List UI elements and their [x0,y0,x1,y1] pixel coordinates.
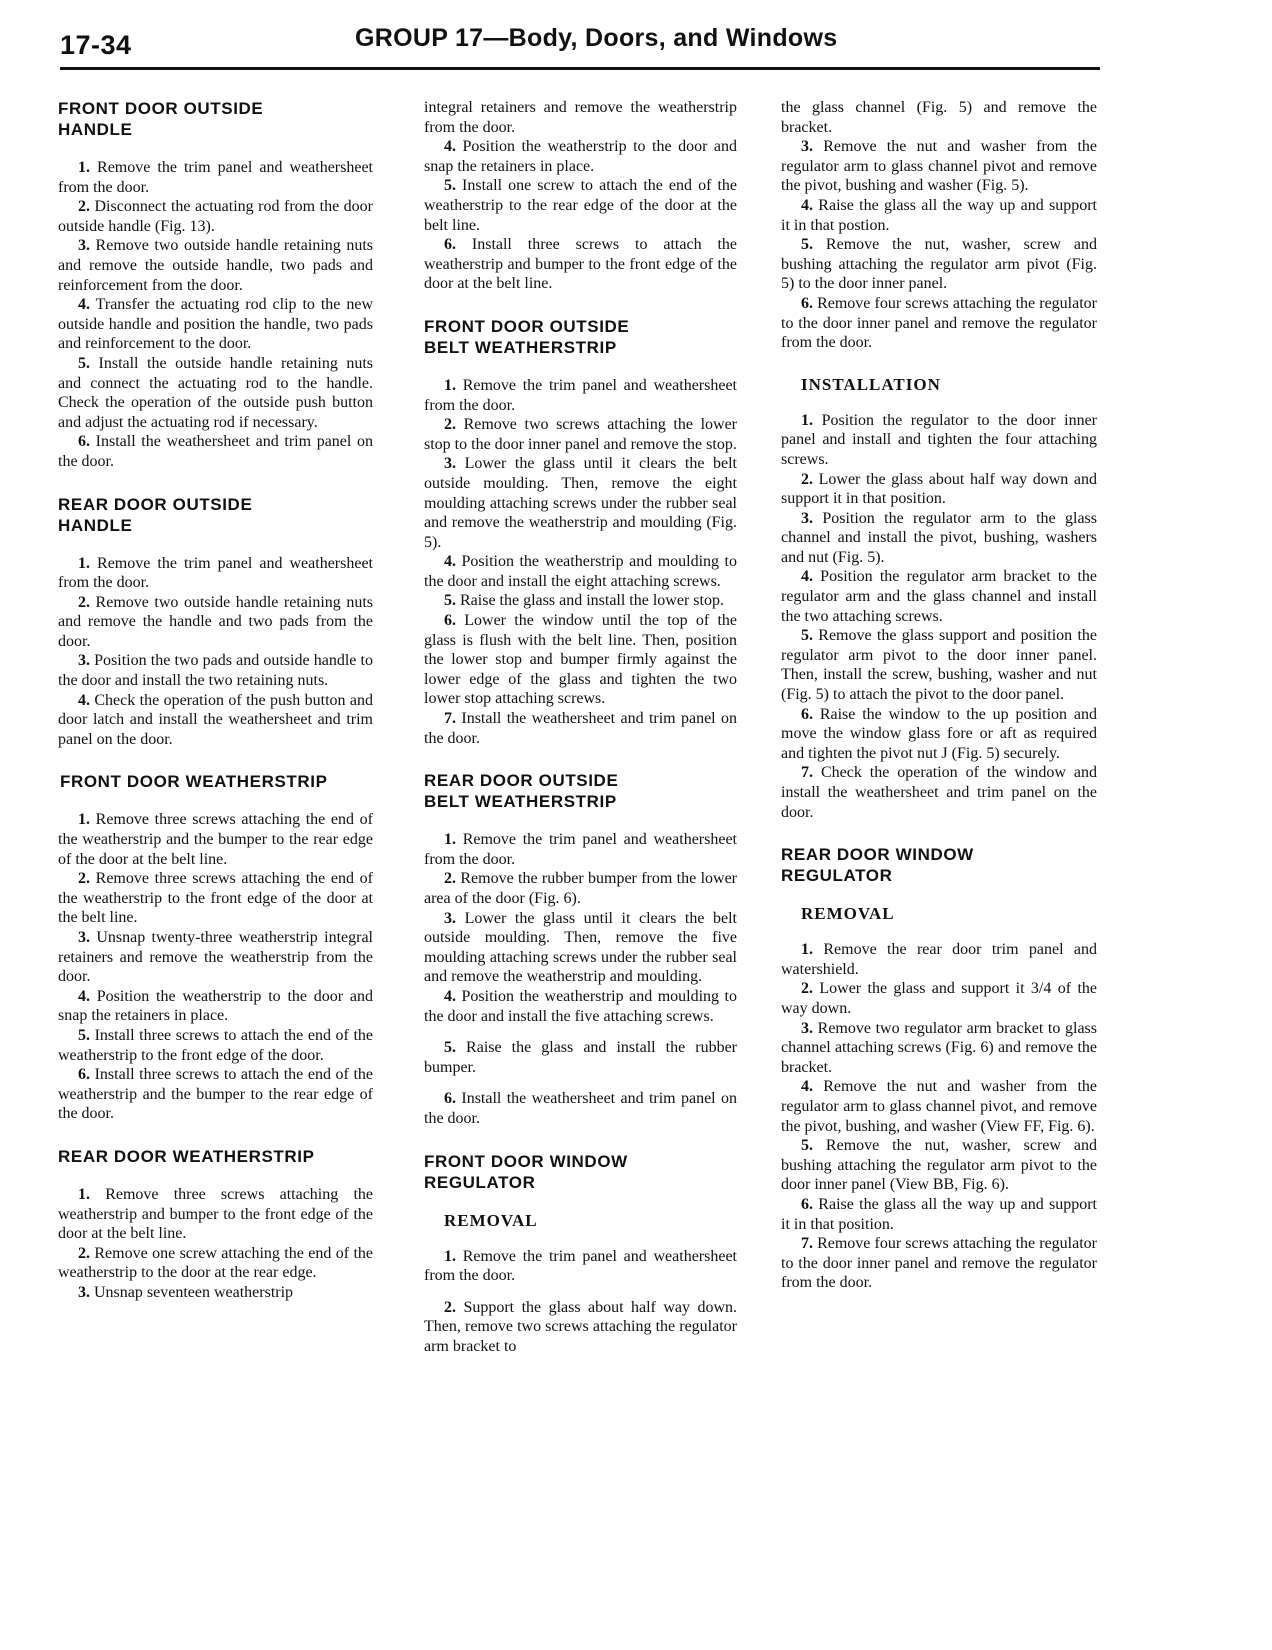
step-list [781,411,1097,822]
step-number: 6. [801,705,813,723]
step [424,376,737,415]
step [781,509,1097,568]
step [424,1298,737,1357]
step-text: Check the operation of the push button and door latch and install the weathersheet and trim panel on the door. [58,691,373,748]
step-number: 4. [801,196,813,214]
step-text: Install the weathersheet and trim panel on the door. [58,433,373,470]
step-text: Install the weathersheet and trim panel on the door. [424,710,737,747]
step [58,928,373,987]
step-number: 2. [444,870,456,888]
step-text: Remove the nut, washer, screw and bushing attaching the regulator arm pivot (Fig. 5) to the door inner panel. [781,236,1097,293]
step-text: Remove two outside handle retaining nuts and remove the handle and two pads from the door. [58,593,373,650]
step-number: 4. [78,691,90,709]
step [781,705,1097,764]
step-number: 3. [444,909,456,927]
step-text: Remove the trim panel and weathersheet from the door. [424,831,737,868]
step [58,651,373,690]
step-text: Remove the glass support and position the regulator arm pivot to the door inner panel. Then, install the screw, bushing, washer and nut (Fig. 5) to attach the pivot to the door panel. [781,627,1097,704]
heading-line: HANDLE [58,515,133,535]
step-number: 5. [444,177,456,195]
step-text: Position the weatherstrip and moulding to the door and install the eight attaching screws. [424,553,737,590]
step-number: 7. [444,710,456,728]
step [781,1234,1097,1293]
step [58,1026,373,1065]
step-text: Remove the rear door trim panel and watershield. [781,941,1097,978]
step-number: 1. [444,1247,456,1265]
step-number: 3. [801,509,813,527]
step-number: 5. [444,592,456,610]
step [58,869,373,928]
step-number: 3. [78,237,90,255]
step-number: 4. [444,553,456,571]
heading-line: BELT WEATHERSTRIP [424,792,617,812]
step-text: Remove four screws attaching the regulator to the door inner panel and remove the regulator from the door. [781,1235,1097,1292]
heading-line: HANDLE [58,120,133,139]
step-number: 4. [444,138,456,156]
step [424,176,737,235]
heading-line: FRONT DOOR OUTSIDE [58,99,264,118]
step [781,940,1097,979]
step-text: Remove the nut and washer from the regulator arm to glass channel pivot and remove the pivot, bushing and washer (Fig. 5). [781,138,1097,195]
paragraph: integral retainers and remove the weatherstrip from the door. [424,99,737,136]
step [58,1244,373,1283]
subheading-removal: REMOVAL [444,1210,538,1230]
step-number: 1. [444,376,456,394]
step-number: 3. [78,929,90,946]
step-number: 2. [78,870,90,888]
heading-line: BELT WEATHERSTRIP [424,337,617,357]
step [58,197,373,236]
heading-line: REGULATOR [781,866,893,886]
step-number: 6. [801,294,813,312]
step-number: 6. [78,1066,90,1084]
column-left [58,98,373,1303]
step-list [58,158,373,472]
step-number: 2. [78,198,90,216]
step-list [781,137,1097,353]
step-list [424,137,737,294]
step-text: Unsnap seventeen weatherstrip [90,1283,294,1301]
heading-line: FRONT DOOR WINDOW [424,1151,628,1171]
section-heading [58,98,373,140]
step [58,1065,373,1124]
step-number: 3. [444,455,456,473]
step [781,294,1097,353]
step-text: Remove two regulator arm bracket to glass channel attaching screws (Fig. 6) and remove the bracket. [781,1019,1097,1076]
step [424,235,737,294]
step-text: Raise the glass and install the rubber bumper. [424,1039,737,1076]
step [781,626,1097,704]
step-number: 5. [78,354,90,372]
step [424,1089,737,1128]
step [781,1136,1097,1195]
step [424,909,737,987]
step-text: Remove the trim panel and weathersheet from the door. [424,376,737,414]
step-text: Position the weatherstrip to the door and snap the retainers in place. [58,987,373,1025]
step-text: Remove three screws attaching the end of the weatherstrip and the bumper to the rear edge of the door at the belt line. [58,811,373,868]
step [58,354,373,432]
step [58,987,373,1026]
step [424,611,737,709]
step [58,593,373,652]
step-text: Remove the trim panel and weathersheet from the door. [58,554,373,592]
step-text: Position the two pads and outside handle to the door and install the two retaining nuts. [58,652,373,690]
heading-line: FRONT DOOR WEATHERSTRIP [60,772,328,792]
step-text: Remove four screws attaching the regulator to the door inner panel and remove the regulator from the door. [781,294,1097,352]
step-text: Lower the glass until it clears the belt outside moulding. Then, remove the five moulding attaching screws under the rubber seal and remove the weatherstrip and moulding. [424,909,737,986]
heading-line: REAR DOOR OUTSIDE [58,494,253,514]
step-number: 1. [78,1185,90,1203]
step [58,295,373,354]
step-text: Position the weatherstrip and moulding to the door and install the five attaching screws. [424,987,737,1025]
step [424,1038,737,1077]
step-number: 5. [78,1026,90,1044]
step-text: Raise the glass all the way up and support it in that postion. [781,196,1097,234]
step [781,196,1097,235]
subheading-installation: INSTALLATION [801,374,941,394]
step-text: Remove one screw attaching the end of the weatherstrip to the door at the rear edge. [58,1244,373,1282]
step-number: 4. [801,568,813,586]
paragraph: the glass channel (Fig. 5) and remove the bracket. [781,99,1097,136]
step [58,810,373,869]
step-text: Install the weathersheet and trim panel on the door. [424,1090,737,1127]
step-text: Remove the nut and washer from the regulator arm to glass channel pivot, and remove the pivot, bushing, and washer (View FF, Fig. 6). [781,1078,1097,1135]
step [424,415,737,454]
step-number: 3. [78,1283,90,1301]
step [781,763,1097,822]
step-text: Remove three screws attaching the end of the weatherstrip to the front edge of the door at the belt line. [58,870,373,927]
column-middle [424,98,737,1357]
step [424,869,737,908]
subheading-removal: REMOVAL [801,904,895,924]
step-number: 2. [801,470,813,488]
step-number: 3. [801,1019,813,1037]
step-list [424,830,737,1026]
step-text: Lower the glass about half way down and support it in that position. [781,470,1097,508]
step [781,1195,1097,1234]
step-list [58,554,373,750]
step-text: Raise the window to the up position and move the window glass fore or aft as required and tighten the pivot nut J (Fig. 5) securely. [781,705,1097,762]
section-heading [58,1146,373,1167]
step-text: Install three screws to attach the end of the weatherstrip to the front edge of the door. [58,1026,373,1064]
step-text: Remove the trim panel and weathersheet from the door. [424,1247,737,1285]
section-heading [60,771,373,792]
step-text: Install three screws to attach the weatherstrip and bumper to the front edge of the door at the belt line. [424,236,737,293]
step-text: Disconnect the actuating rod from the door outside handle (Fig. 13). [58,198,373,235]
step [424,987,737,1026]
step-number: 5. [801,1137,813,1155]
section-heading [58,494,373,536]
step [424,552,737,591]
step-number: 2. [801,980,813,998]
step [424,137,737,176]
step-number: 1. [78,811,90,829]
step [781,1077,1097,1136]
step-text: Position the weatherstrip to the door and snap the retainers in place. [424,138,737,175]
step-text: Support the glass about half way down. Then, remove two screws attaching the regulator arm bracket to [424,1298,737,1355]
group-title: GROUP 17—Body, Doors, and Windows [355,24,838,52]
section-heading [424,770,737,812]
step [781,411,1097,470]
step [424,591,737,611]
section-heading [424,316,737,358]
step-number: 7. [801,1235,813,1253]
step [58,1185,373,1244]
step-text: Lower the glass and support it 3/4 of the way down. [781,980,1097,1017]
step-number: 6. [444,1090,456,1108]
step-number: 2. [444,1298,456,1316]
step-text: Remove the nut, washer, screw and bushing attaching the regulator arm pivot to the door inner panel (View BB, Fig. 6). [781,1137,1097,1194]
step-number: 2. [78,593,90,611]
step-text: Unsnap twenty-three weatherstrip integral retainers and remove the weatherstrip from the door. [58,929,373,986]
step-list [58,1185,373,1303]
step-text: Install the outside handle retaining nuts and connect the actuating rod to the handle. Check the operation of the outside push button and adjust the actuating rod if necessary. [58,354,373,431]
step [58,158,373,197]
step [781,470,1097,509]
step-list [781,940,1097,1293]
step-number: 4. [801,1078,813,1096]
step-number: 6. [444,236,456,254]
header-rule [60,67,1100,70]
step-number: 1. [801,941,813,959]
step-text: Transfer the actuating rod clip to the new outside handle and position the handle, two pads and reinforcement to the door. [58,296,373,353]
step [781,137,1097,196]
step [58,236,373,295]
step [424,709,737,748]
step-text: Raise the glass and install the lower stop. [456,592,724,610]
step [781,235,1097,294]
step [781,567,1097,626]
step-number: 1. [78,159,90,176]
step [58,1283,373,1303]
step-text: Lower the glass until it clears the belt outside moulding. Then, remove the eight moulding attaching screws under the rubber seal and remove the weatherstrip and moulding (Fig. 5). [424,455,737,551]
step-number: 5. [801,236,813,254]
step-number: 7. [801,764,813,782]
step [424,830,737,869]
step-number: 4. [444,987,456,1005]
step [424,1247,737,1286]
step-text: Install three screws to attach the end of the weatherstrip and the bumper to the rear edge of the door. [58,1066,373,1123]
step-number: 4. [78,296,90,314]
step-list [58,810,373,1124]
step-list [424,376,737,748]
heading-line: REAR DOOR WINDOW [781,845,974,865]
step-number: 5. [444,1039,456,1057]
heading-line: REAR DOOR WEATHERSTRIP [58,1146,315,1166]
step-text: Position the regulator arm to the glass channel and install the pivot, bushing, washers and nut (Fig. 5). [781,509,1097,566]
step-text: Remove the trim panel and weathersheet from the door. [58,159,373,196]
step [781,979,1097,1018]
step-text: Raise the glass all the way up and support it in that position. [781,1195,1097,1233]
step-number: 6. [444,612,456,630]
step-number: 1. [444,831,456,849]
step-text: Position the regulator to the door inner panel and install and tighten the four attaching screws. [781,411,1097,468]
step-text: Position the regulator arm bracket to the regulator arm and the glass channel and install the two attaching screws. [781,568,1097,625]
step-number: 4. [78,987,90,1005]
step-number: 6. [78,433,90,451]
step [424,454,737,552]
step-text: Check the operation of the window and install the weathersheet and trim panel on the door. [781,764,1097,821]
step [58,432,373,471]
step-number: 3. [78,652,90,670]
section-heading [424,1151,737,1193]
step-text: Remove three screws attaching the weatherstrip and bumper to the front edge of the door at the belt line. [58,1185,373,1243]
step [781,1019,1097,1078]
step-text: Remove two outside handle retaining nuts and remove the outside handle, two pads and reinforcement from the door. [58,237,373,294]
heading-line: FRONT DOOR OUTSIDE [424,316,630,336]
step-text: Lower the window until the top of the glass is flush with the belt line. Then, position the lower stop and bumper firmly against the lower edge of the glass and tighten the two lower stop attaching screws. [424,612,737,708]
step-number: 2. [78,1244,90,1262]
column-right [781,98,1097,1293]
step [58,691,373,750]
step-text: Install one screw to attach the end of the weatherstrip to the rear edge of the door at the belt line. [424,177,737,234]
step-number: 6. [801,1195,813,1213]
step-number: 3. [801,138,813,156]
step-number: 2. [444,416,456,434]
page-number: 17-34 [60,30,132,60]
step-number: 1. [801,411,813,429]
step-number: 1. [78,554,90,572]
heading-line: REAR DOOR OUTSIDE [424,771,619,791]
step-number: 5. [801,627,813,645]
heading-line: REGULATOR [424,1172,536,1192]
step-text: Remove the rubber bumper from the lower area of the door (Fig. 6). [424,870,737,907]
step [58,554,373,593]
section-heading [781,844,1097,886]
page-header [60,22,1100,72]
step-text: Remove two screws attaching the lower stop to the door inner panel and remove the stop. [424,416,737,453]
